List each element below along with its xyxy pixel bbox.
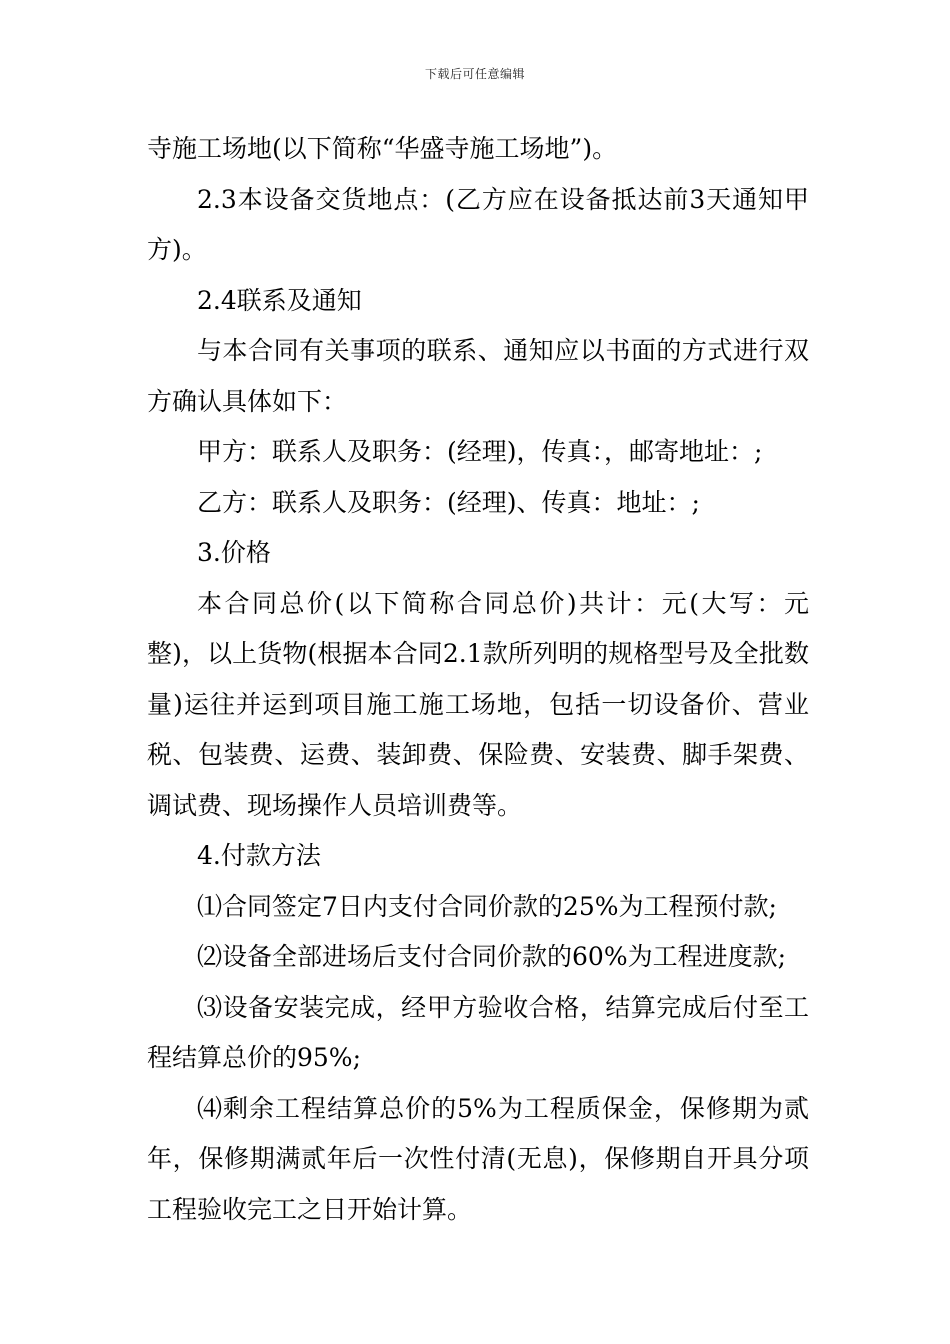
section-heading-price: 3.价格	[197, 538, 271, 567]
section-heading-contact-notice: 2.4联系及通知	[197, 285, 362, 315]
paragraph-payment-item-3: ⑶设备安装完成，经甲方验收合格，结算完成后付至工程结算总价的95%;	[147, 992, 809, 1072]
document-body	[147, 124, 809, 1235]
paragraph-party-a-contact: 甲方：联系人及职务：(经理)，传真：，邮寄地址：;	[197, 437, 763, 466]
paragraph-site-name-continuation: 寺施工场地(以下简称“华盛寺施工场地”)。	[147, 134, 618, 163]
section-heading-payment: 4.付款方法	[197, 841, 321, 870]
paragraph-payment-item-2: ⑵设备全部进场后支付合同价款的60%为工程进度款;	[197, 942, 786, 971]
paragraph-payment-item-1: ⑴合同签定7日内支付合同价款的25%为工程预付款;	[197, 891, 777, 921]
paragraph-price: 本合同总价(以下简称合同总价)共计：元(大写：元整)，以上货物(根据本合同2.1款所列明的规格型号及全批数量)运往并运到项目施工施工场地，包括一切设备价、营业税、包装费、运费、装卸费、保险费、安装费、脚手架费、调试费、现场操作人员培训费等。	[147, 588, 809, 820]
paragraph-party-b-contact: 乙方：联系人及职务：(经理)、传真：地址：;	[197, 487, 700, 517]
paragraph-delivery-location: 2.3本设备交货地点：(乙方应在设备抵达前3天通知甲方)。	[147, 184, 809, 264]
page-header: 下载后可任意编辑	[424, 67, 525, 81]
paragraph-payment-item-4: ⑷剩余工程结算总价的5%为工程质保金，保修期为贰年，保修期满贰年后一次性付清(无息)，保修期自开具分项工程验收完工之日开始计算。	[147, 1093, 809, 1224]
paragraph-contact-notice: 与本合同有关事项的联系、通知应以书面的方式进行双方确认具体如下：	[147, 336, 809, 416]
